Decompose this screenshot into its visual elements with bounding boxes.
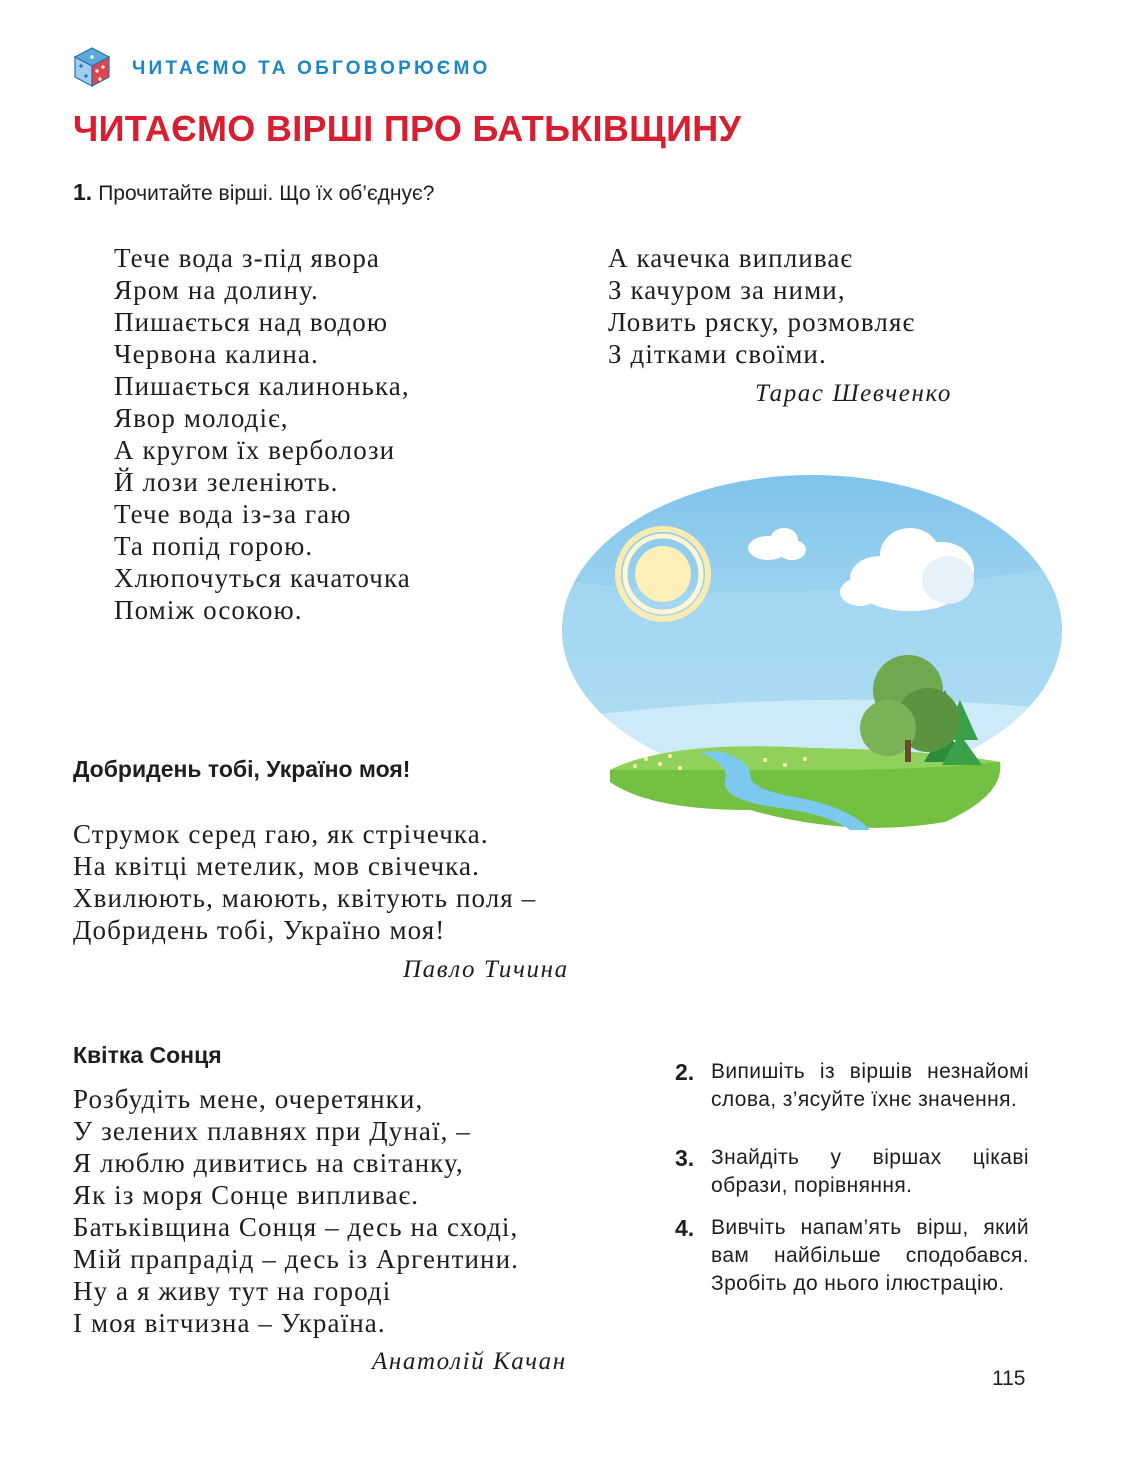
task-3 bbox=[675, 1144, 1035, 1202]
landscape-illustration bbox=[550, 470, 1070, 840]
poem-line: Струмок серед гаю, як стрічечка. bbox=[73, 819, 489, 849]
poem-line: Батьківщина Сонця – десь на сході, bbox=[73, 1212, 519, 1242]
poem-2-text bbox=[73, 818, 536, 946]
poem-line: А качечка випливає bbox=[608, 243, 854, 273]
task-1 bbox=[73, 178, 434, 208]
task-number: 2. bbox=[675, 1059, 695, 1085]
poem-1-column-2 bbox=[608, 242, 915, 370]
task-number: 3. bbox=[675, 1145, 695, 1171]
poem-line: З дітками своїми. bbox=[608, 339, 827, 369]
poem-line: Червона калина. bbox=[114, 339, 319, 369]
task-number: 4. bbox=[675, 1215, 695, 1241]
poem-line: У зелених плавнях при Дунаї, – bbox=[73, 1116, 471, 1146]
poem-line: Ну а я живу тут на городі bbox=[73, 1276, 392, 1306]
poem-2-author: Павло Тичина bbox=[403, 956, 569, 983]
poem-line: Тече вода із-за гаю bbox=[114, 499, 352, 529]
poem-3-text bbox=[73, 1083, 519, 1339]
poem-line: Та попід горою. bbox=[114, 531, 314, 561]
poem-3-author: Анатолій Качан bbox=[372, 1348, 567, 1375]
poem-3-title: Квітка Сонця bbox=[73, 1042, 222, 1068]
poem-line: А кругом їх верболози bbox=[114, 435, 396, 465]
poem-line: Яром на долину. bbox=[114, 275, 319, 305]
page-number: 115 bbox=[992, 1367, 1026, 1390]
task-number: 1. bbox=[73, 179, 93, 205]
poem-1-author: Тарас Шевченко bbox=[755, 380, 952, 407]
poem-line: Поміж осокою. bbox=[114, 595, 303, 625]
poem-line: Хвилюють, маюють, квітують поля – bbox=[73, 883, 537, 913]
page-title: ЧИТАЄМО ВІРШІ ПРО БАТЬКІВЩИНУ bbox=[73, 108, 742, 149]
poem-line: Явор молодіє, bbox=[114, 403, 289, 433]
poem-line: І моя вітчизна – Україна. bbox=[73, 1308, 386, 1338]
poem-line: Пишається над водою bbox=[114, 307, 389, 337]
poem-line: Ловить ряску, розмовляє bbox=[608, 307, 916, 337]
poem-2-title: Добридень тобі, Україно моя! bbox=[73, 756, 411, 782]
poem-line: Розбудіть мене, очеретянки, bbox=[73, 1084, 424, 1114]
section-label: ЧИТАЄМО ТА ОБГОВОРЮЄМО bbox=[132, 58, 491, 79]
task-text: Випишіть із віршів незнайомі слова, з’ясуйте їхнє значення. bbox=[711, 1060, 1029, 1111]
poem-line: Пишається калинонька, bbox=[114, 371, 410, 401]
task-text: Вивчіть напам’ять вірш, який вам найбільше сподобався. Зробіть до нього ілюстрацію. bbox=[711, 1216, 1029, 1295]
task-4 bbox=[675, 1214, 1035, 1330]
poem-line: Добридень тобі, Україно моя! bbox=[73, 915, 446, 945]
poem-line: Мій прапрадід – десь із Аргентини. bbox=[73, 1244, 519, 1274]
task-text: Знайдіть у віршах цікаві образи, порівняння. bbox=[711, 1146, 1029, 1197]
dice-cube-icon bbox=[72, 46, 112, 88]
task-text: Прочитайте вірші. Що їх об’єднує? bbox=[98, 182, 435, 205]
poem-line: Я люблю дивитись на світанку, bbox=[73, 1148, 464, 1178]
task-2 bbox=[675, 1058, 1035, 1144]
poem-line: Як із моря Сонце випливає. bbox=[73, 1180, 420, 1210]
poem-line: Тече вода з-під явора bbox=[114, 243, 381, 273]
poem-line: З качуром за ними, bbox=[608, 275, 846, 305]
poem-line: На квітці метелик, мов свічечка. bbox=[73, 851, 480, 881]
poem-1-column-1 bbox=[114, 242, 411, 626]
poem-line: Хлюпочуться качаточка bbox=[114, 563, 411, 593]
poem-line: Й лози зеленіють. bbox=[114, 467, 339, 497]
